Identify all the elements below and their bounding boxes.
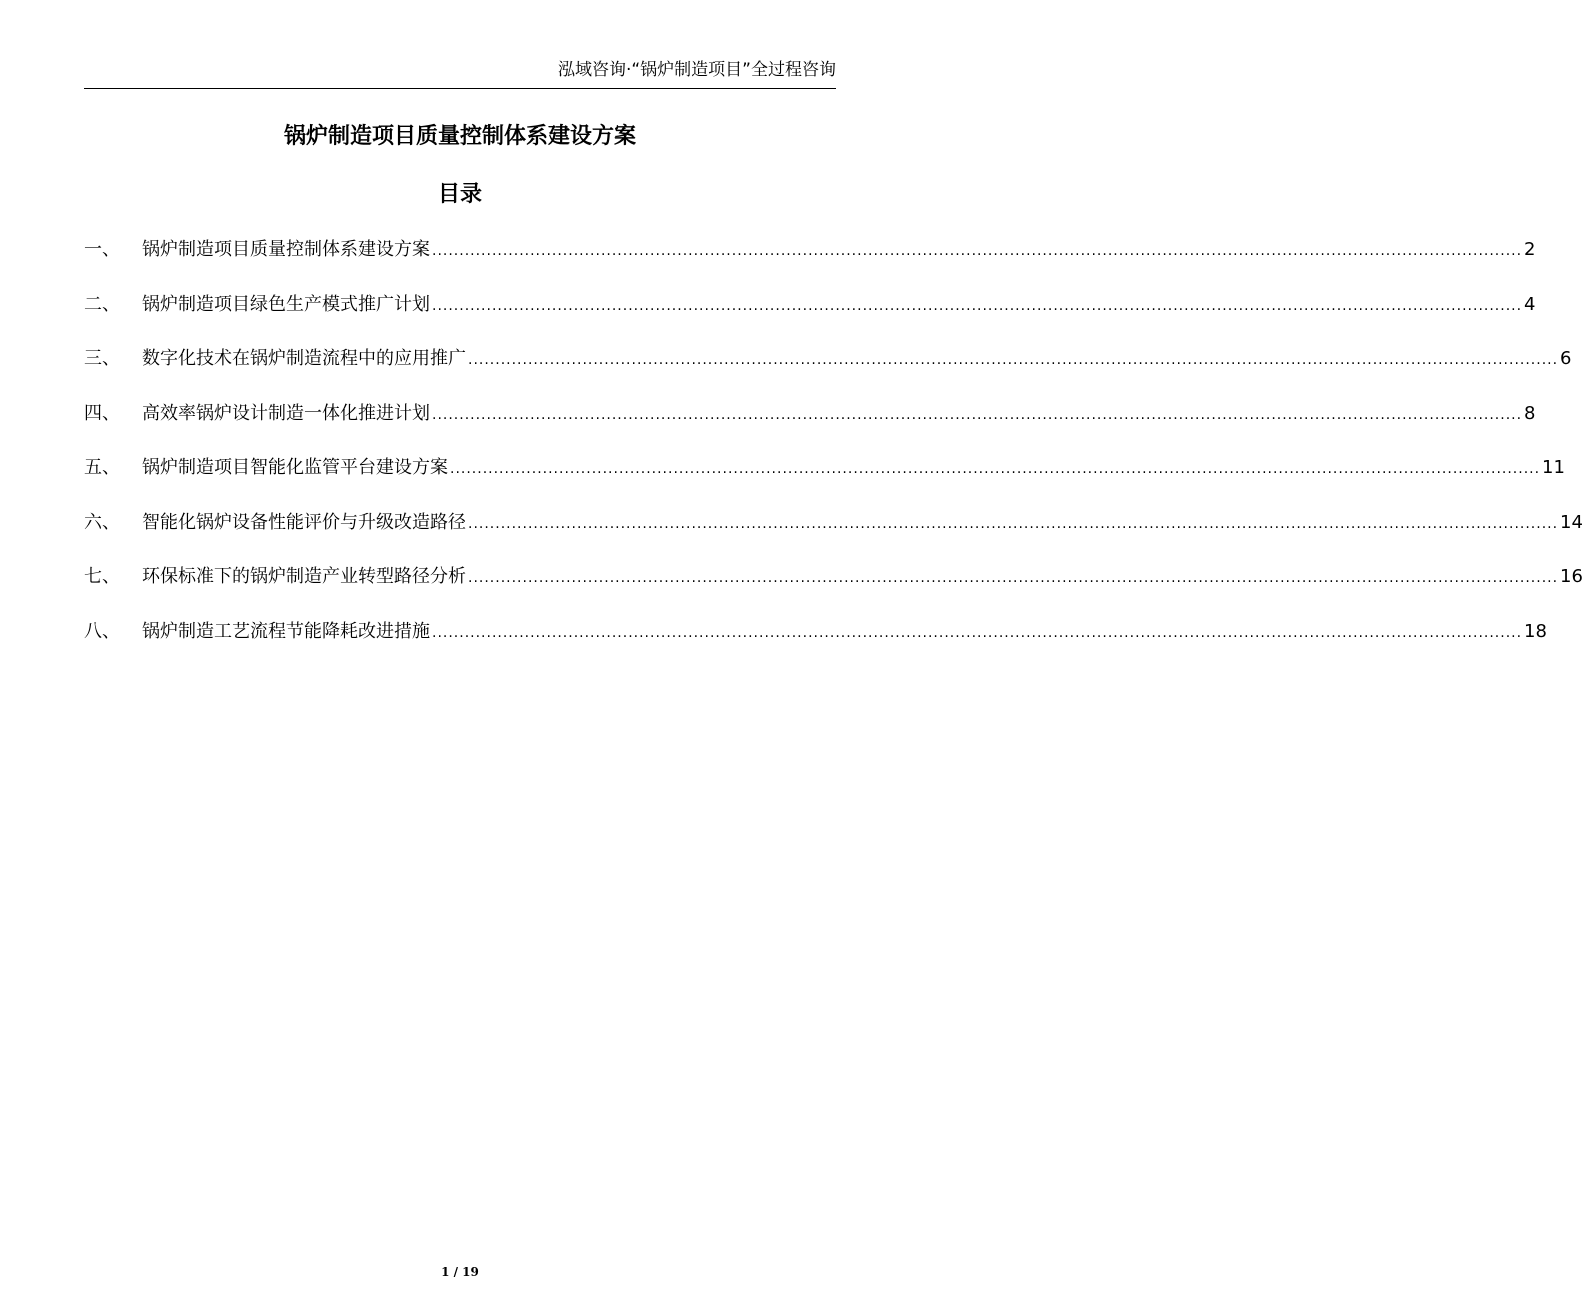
- toc-entry-number: 七、: [84, 566, 120, 587]
- toc-entry-page[interactable]: 11: [1542, 457, 1565, 478]
- toc-entry[interactable]: [84, 291, 1536, 346]
- toc-dot-leader: ........................................................................................................................................................................................................: [432, 297, 1523, 314]
- toc-entry[interactable]: [84, 400, 1536, 455]
- toc-entry-page[interactable]: 4: [1524, 293, 1536, 315]
- toc-dot-leader: ........................................................................................................................................................................................................: [468, 515, 1559, 532]
- toc-entry[interactable]: [84, 563, 1583, 618]
- toc-entry-number: 五、: [84, 457, 120, 478]
- toc-entry[interactable]: [84, 236, 1536, 291]
- running-header: 泓域咨询·“锅炉制造项目”全过程咨询: [557, 60, 836, 80]
- toc-entry-page[interactable]: 6: [1560, 348, 1572, 369]
- toc-entry-title[interactable]: 智能化锅炉设备性能评价与升级改造路径: [142, 511, 466, 533]
- toc-dot-leader: ........................................................................................................................................................................................................: [432, 406, 1523, 423]
- page-number: 1 / 19: [441, 1265, 479, 1279]
- toc-entry-page[interactable]: 2: [1524, 239, 1536, 260]
- document-title: 锅炉制造项目质量控制体系建设方案: [283, 124, 636, 149]
- toc-dot-leader: ........................................................................................................................................................................................................: [432, 243, 1523, 259]
- toc-entry-title[interactable]: 锅炉制造项目质量控制体系建设方案: [142, 239, 430, 260]
- toc-entry-page[interactable]: 16: [1560, 566, 1583, 587]
- toc-entry[interactable]: [84, 345, 1572, 400]
- toc-entry-title[interactable]: 锅炉制造项目绿色生产模式推广计划: [142, 293, 430, 315]
- toc-entry-number: 四、: [84, 402, 120, 424]
- toc-entry-title[interactable]: 数字化技术在锅炉制造流程中的应用推广: [142, 348, 466, 369]
- toc-entry-title[interactable]: 高效率锅炉设计制造一体化推进计划: [142, 402, 430, 424]
- toc-dot-leader: ........................................................................................................................................................................................................: [468, 352, 1559, 368]
- toc-entry[interactable]: [84, 618, 1547, 673]
- header-divider: [84, 88, 836, 89]
- toc-entry-page[interactable]: 14: [1560, 511, 1583, 533]
- toc-entry[interactable]: [84, 454, 1565, 509]
- toc-entry-page[interactable]: 18: [1524, 620, 1547, 642]
- toc-entry[interactable]: [84, 509, 1583, 564]
- table-of-contents: [84, 236, 1583, 672]
- toc-heading: 目录: [437, 182, 482, 207]
- toc-entry-title[interactable]: 环保标准下的锅炉制造产业转型路径分析: [142, 566, 466, 587]
- toc-entry-page[interactable]: 8: [1524, 402, 1536, 424]
- toc-entry-number: 二、: [84, 293, 120, 315]
- toc-entry-number: 三、: [84, 348, 120, 369]
- toc-entry-title[interactable]: 锅炉制造工艺流程节能降耗改进措施: [142, 620, 430, 642]
- toc-entry-title[interactable]: 锅炉制造项目智能化监管平台建设方案: [142, 457, 448, 478]
- toc-dot-leader: ........................................................................................................................................................................................................: [450, 461, 1541, 477]
- toc-dot-leader: ........................................................................................................................................................................................................: [432, 624, 1523, 641]
- toc-entry-number: 一、: [84, 239, 120, 260]
- toc-entry-number: 六、: [84, 511, 120, 533]
- toc-entry-number: 八、: [84, 620, 120, 642]
- toc-dot-leader: ........................................................................................................................................................................................................: [468, 570, 1559, 586]
